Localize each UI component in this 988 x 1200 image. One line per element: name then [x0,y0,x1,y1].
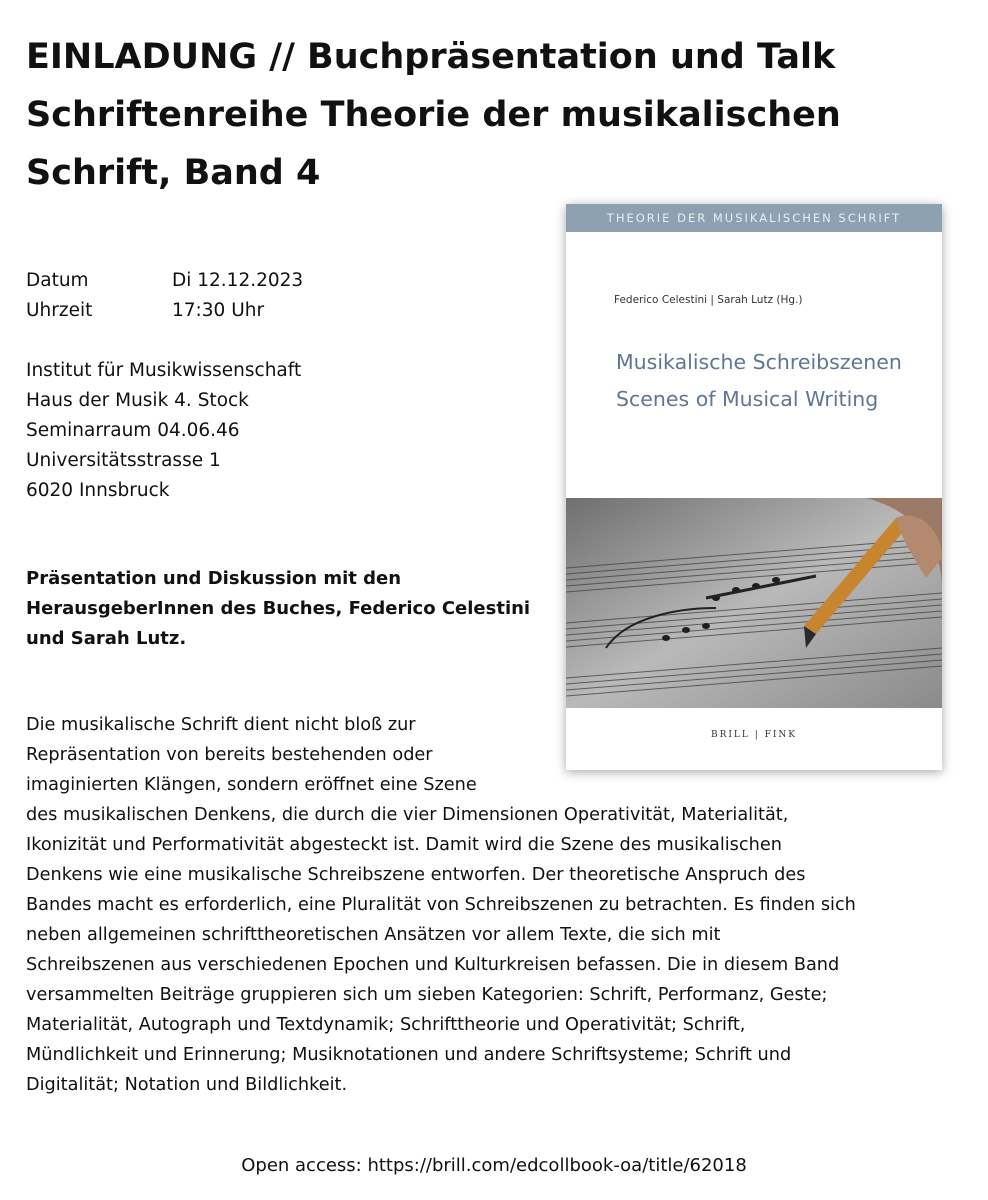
date-row [26,266,303,296]
description-line: Die musikalische Schrift dient nicht bloß zur [26,715,416,735]
description-line: Schreibszenen aus verschiedenen Epochen und Kulturkreisen befassen. Die in diesem Band [26,955,840,975]
address-line: Universitätsstrasse 1 [26,450,221,471]
cover-title [616,344,902,418]
description-line: imaginierten Klängen, sondern eröffnet eine Szene [26,775,477,795]
description-line: Repräsentation von bereits bestehenden oder [26,745,433,765]
description-line: des musikalischen Denkens, die durch die vier Dimensionen Operativität, Materialität, [26,805,789,825]
description-line: Digitalität; Notation und Bildlichkeit. [26,1075,348,1095]
address-line: Institut für Musikwissenschaft [26,360,302,381]
description-line: Mündlichkeit und Erinnerung; Musiknotationen und andere Schriftsysteme; Schrift und [26,1045,792,1065]
presentation-line: Präsentation und Diskussion mit den [26,568,402,589]
date-label: Datum [26,270,89,291]
presentation-line: und Sarah Lutz. [26,628,187,649]
cover-authors: Federico Celestini | Sarah Lutz (Hg.) [614,294,803,306]
location-address [26,356,301,506]
cover-photo-hand-writing-score [566,498,942,708]
presentation-line: HerausgeberInnen des Buches, Federico Celestini [26,598,531,619]
address-line: 6020 Innsbruck [26,480,170,501]
presentation-note [26,564,546,654]
title-line: Schriftenreihe Theorie der musikalischen [26,95,841,135]
page-title [26,28,926,202]
title-line: EINLADUNG // Buchpräsentation und Talk [26,37,836,77]
title-line: Schrift, Band 4 [26,153,321,193]
description-line: versammelten Beiträge gruppieren sich um sieben Kategorien: Schrift, Performanz, Geste; [26,985,828,1005]
address-line: Haus der Musik 4. Stock [26,390,249,411]
cover-series-title: THEORIE DER MUSIKALISCHEN SCHRIFT [566,204,942,232]
cover-publisher: BRILL | FINK [710,730,798,740]
cover-title-english: Scenes of Musical Writing [616,387,879,411]
address-line: Seminarraum 04.06.46 [26,420,240,441]
description-line: Materialität, Autograph und Textdynamik; Schrifttheorie und Operativität; Schrift, [26,1015,746,1035]
description-line: Bandes macht es erforderlich, eine Pluralität von Schreibszenen zu betrachten. Es finden sich [26,895,856,915]
description-line: neben allgemeinen schrifttheoretischen Ansätzen vor allem Texte, die sich mit [26,925,721,945]
time-label: Uhrzeit [26,300,93,321]
cover-title-german: Musikalische Schreibszenen [616,350,902,374]
book-cover [566,204,942,770]
time-row [26,296,303,326]
description-line: Denkens wie eine musikalische Schreibszene entworfen. Der theoretische Anspruch des [26,865,806,885]
event-info [26,266,303,326]
date-value: Di 12.12.2023 [172,270,304,291]
time-value: 17:30 Uhr [172,300,265,321]
open-access-link[interactable]: Open access: https://brill.com/edcollbook-oa/title/62018 [241,1155,747,1176]
description-line: Ikonizität und Performativität abgesteckt ist. Damit wird die Szene des musikalischen [26,835,782,855]
